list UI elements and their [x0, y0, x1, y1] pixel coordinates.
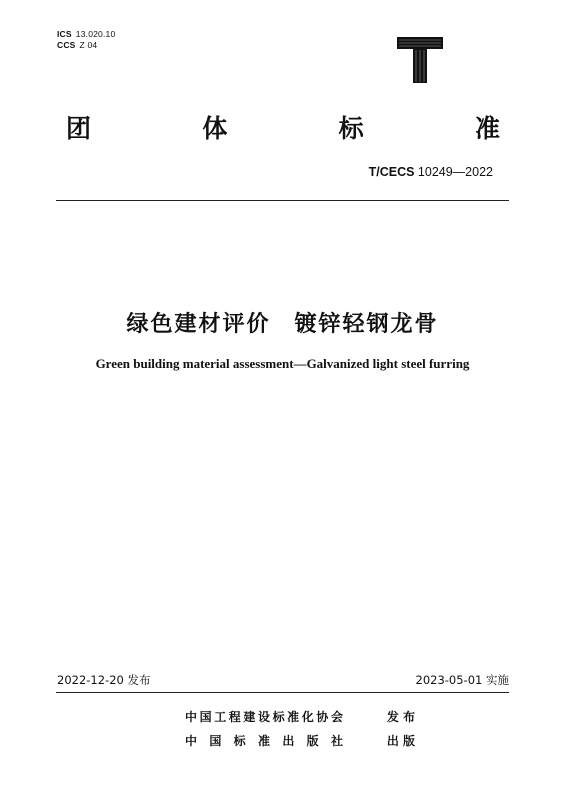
press-char: 准 — [257, 734, 270, 748]
standard-type-heading — [66, 109, 500, 145]
issuer-char: 化 — [301, 710, 314, 724]
ics-label: ICS — [57, 29, 72, 39]
ccs-label: CCS — [57, 40, 76, 50]
issuer-char: 准 — [287, 710, 300, 724]
press-char: 出 — [282, 734, 295, 748]
standard-number-value: 10249—2022 — [417, 165, 493, 179]
press-char: 标 — [233, 734, 246, 748]
issuer-char: 国 — [199, 710, 212, 724]
issuer-char: 程 — [228, 710, 241, 724]
issuer-name — [185, 708, 343, 725]
press-char: 社 — [330, 734, 343, 748]
publisher-row-issuer — [185, 708, 415, 725]
issuer-char: 建 — [243, 710, 256, 724]
issuer-char: 工 — [214, 710, 227, 724]
issuer-char: 会 — [330, 710, 343, 724]
standard-type-char: 准 — [474, 114, 500, 143]
press-char: 版 — [306, 734, 319, 748]
ccs-value: Z 04 — [79, 40, 98, 50]
issue-date: 2022-12-20 发布 — [57, 673, 151, 687]
ics-line — [57, 29, 115, 40]
logo-letter: T — [396, 36, 397, 37]
t-logo — [396, 36, 444, 84]
issuer-role: 发 布 — [386, 710, 415, 724]
bottom-divider — [56, 692, 509, 693]
issuer-char: 协 — [316, 710, 329, 724]
ccs-line — [57, 40, 115, 51]
press-name — [185, 732, 343, 749]
standard-number — [369, 165, 493, 179]
standard-type-char: 体 — [202, 114, 228, 143]
issuer-char: 标 — [272, 710, 285, 724]
title-chinese: 绿色建材评价 镀锌轻钢龙骨 — [126, 312, 439, 337]
implementation-date: 2023-05-01 实施 — [415, 673, 509, 687]
press-char: 国 — [209, 734, 222, 748]
standard-number-prefix: T/CECS — [368, 165, 415, 179]
publisher-row-press — [185, 732, 415, 749]
classification-codes — [57, 29, 115, 51]
issuer-char: 中 — [185, 710, 198, 724]
ics-value: 13.020.10 — [75, 29, 116, 39]
standard-type-char: 标 — [338, 114, 364, 143]
press-role: 出 版 — [386, 734, 415, 748]
top-divider — [56, 200, 509, 201]
standard-type-char: 团 — [66, 114, 92, 143]
press-char: 中 — [185, 734, 198, 748]
title-english: Green building material assessment—Galvanized light steel furring — [95, 356, 470, 371]
issuer-char: 设 — [257, 710, 270, 724]
